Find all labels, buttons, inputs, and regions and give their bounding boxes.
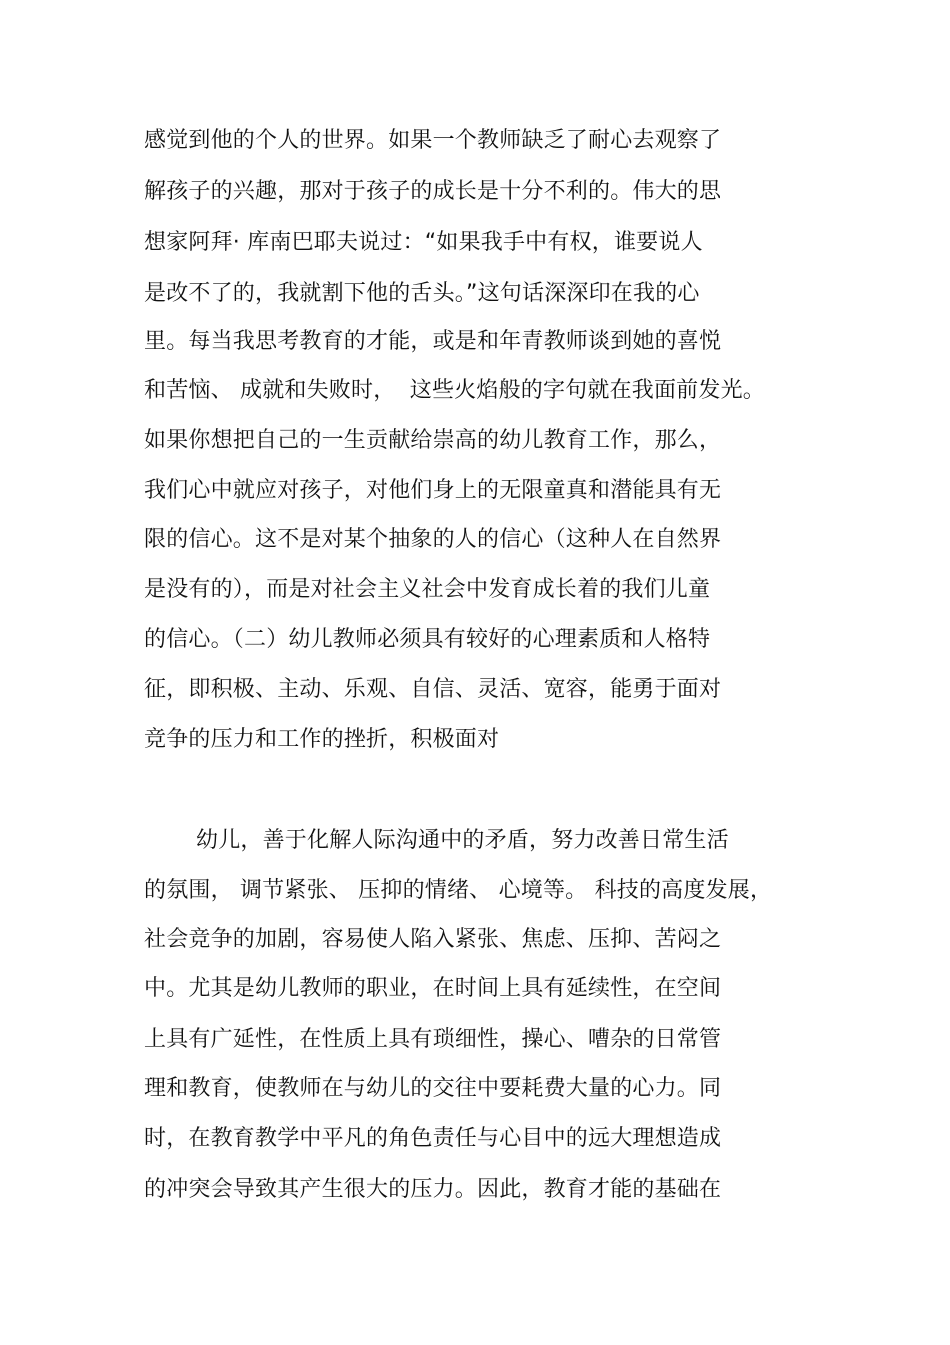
- text-line: 的氛围， 调节紧张、 压抑的情绪、 心境等。 科技的高度发展，: [144, 878, 773, 903]
- text-line: 想家阿拜· 库南巴耶夫说过：“如果我手中有权，谁要说人: [144, 230, 703, 255]
- text-line: 限的信心。这不是对某个抽象的人的信心（这种人在自然界: [144, 527, 722, 552]
- text-line: 竞争的压力和工作的挫折，积极面对: [144, 727, 500, 752]
- text-line: 的信心。（二）幼儿教师必须具有较好的心理素质和人格特: [144, 627, 711, 652]
- text-line: 上具有广延性，在性质上具有琐细性，操心、嘈杂的日常管: [144, 1027, 722, 1052]
- text-line: 感觉到他的个人的世界。如果一个教师缺乏了耐心去观察了: [144, 128, 722, 153]
- text-line: 时，在教育教学中平凡的角色责任与心目中的远大理想造成: [144, 1126, 722, 1151]
- text-line: 和苦恼、 成就和失败时， 这些火焰般的字句就在我面前发光。: [144, 378, 765, 403]
- text-line: 幼儿，善于化解人际沟通中的矛盾，努力改善日常生活: [196, 828, 729, 853]
- text-line: 征，即积极、主动、乐观、自信、灵活、宽容，能勇于面对: [144, 677, 722, 702]
- text-line: 解孩子的兴趣，那对于孩子的成长是十分不利的。伟大的思: [144, 179, 722, 204]
- text-line: 我们心中就应对孩子，对他们身上的无限童真和潜能具有无: [144, 478, 722, 503]
- text-line: 中。尤其是幼儿教师的职业，在时间上具有延续性，在空间: [144, 976, 722, 1001]
- text-line: 的冲突会导致其产生很大的压力。因此，教育才能的基础在: [144, 1177, 722, 1202]
- text-line: 是改不了的，我就割下他的舌头。”这句话深深印在我的心: [144, 281, 700, 306]
- text-line: 是没有的），而是对社会主义社会中发育成长着的我们儿童: [144, 577, 711, 602]
- text-line: 里。每当我思考教育的才能，或是和年青教师谈到她的喜悦: [144, 329, 722, 354]
- text-line: 理和教育，使教师在与幼儿的交往中要耗费大量的心力。同: [144, 1076, 722, 1101]
- text-line: 如果你想把自己的一生贡献给崇高的幼儿教育工作，那么，: [144, 428, 722, 453]
- text-line: 社会竞争的加剧，容易使人陷入紧张、焦虑、压抑、苦闷之: [144, 927, 722, 952]
